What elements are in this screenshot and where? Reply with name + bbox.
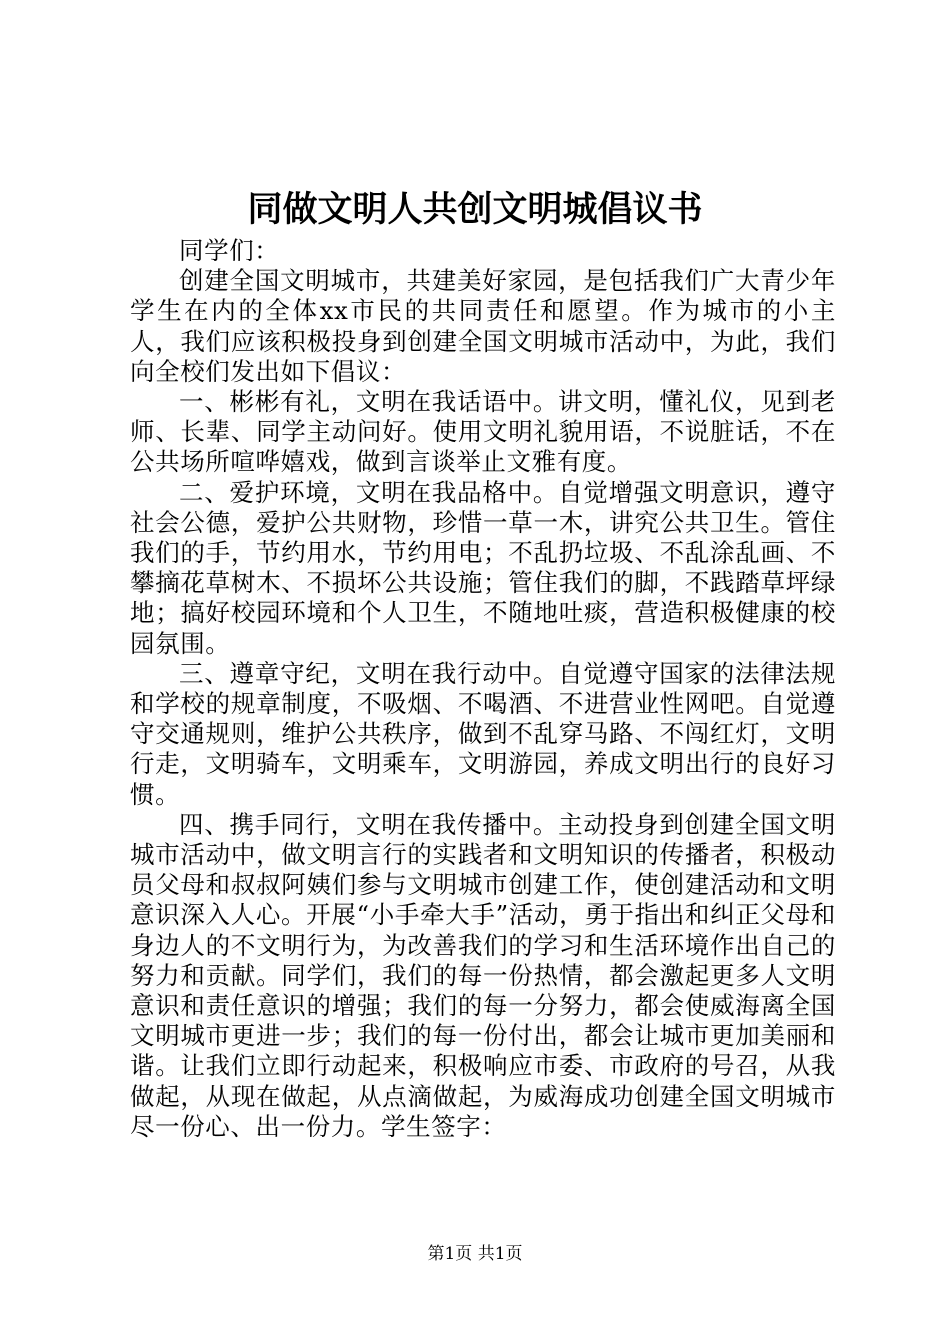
intro-paragraph: 创建全国文明城市，共建美好家园，是包括我们广大青少年学生在内的全体xx市民的共同责任和愿望。作为城市的小主人，我们应该积极投身到创建全国文明城市活动中，为此，我们向全校们发出如下倡议： [130, 266, 836, 386]
proposal-two: 二、爱护环境，文明在我品格中。自觉增强文明意识，遵守社会公德，爱护公共财物，珍惜一草一木，讲究公共卫生。管住我们的手，节约用水，节约用电；不乱扔垃圾、不乱涂乱画、不攀摘花草树木、不损坏公共设施；管住我们的脚，不践踏草坪绿地；搞好校园环境和个人卫生，不随地吐痰，营造积极健康的校园氛围。 [130, 477, 836, 658]
page-footer: 第1页 共1页 [427, 1244, 523, 1264]
document-title: 同做文明人共创文明城倡议书 [247, 189, 703, 230]
document-body [130, 236, 836, 1142]
proposal-one: 一、彬彬有礼，文明在我话语中。讲文明，懂礼仪，见到老师、长辈、同学主动问好。使用文明礼貌用语，不说脏话，不在公共场所喧哗嬉戏，做到言谈举止文雅有度。 [130, 387, 836, 477]
salutation: 同学们： [179, 236, 280, 265]
proposal-four: 四、携手同行，文明在我传播中。主动投身到创建全国文明城市活动中，做文明言行的实践者和文明知识的传播者，积极动员父母和叔叔阿姨们参与文明城市创建工作，使创建活动和文明意识深入人心。开展“小手牵大手”活动，勇于指出和纠正父母和身边人的不文明行为，为改善我们的学习和生活环境作出自己的努力和贡献。同学们，我们的每一份热情，都会激起更多人文明意识和责任意识的增强；我们的每一分努力，都会使威海离全国文明城市更进一步；我们的每一份付出，都会让城市更加美丽和谐。让我们立即行动起来，积极响应市委、市政府的号召，从我做起，从现在做起，从点滴做起，为威海成功创建全国文明城市尽一份心、出一份力。学生签字： [130, 809, 836, 1141]
proposal-three: 三、遵章守纪，文明在我行动中。自觉遵守国家的法律法规和学校的规章制度，不吸烟、不喝酒、不进营业性网吧。自觉遵守交通规则，维护公共秩序，做到不乱穿马路、不闯红灯，文明行走，文明骑车，文明乘车，文明游园，养成文明出行的良好习惯。 [130, 658, 836, 809]
